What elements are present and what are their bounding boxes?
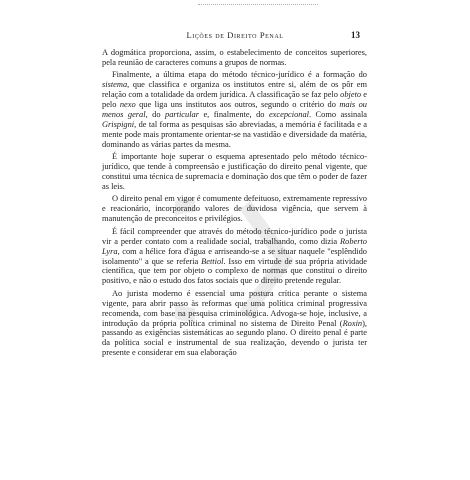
italic-text: excepcional (268, 110, 309, 120)
text-run: . Isso em virtude de sua própria atividade científica, que tem por objeto o complexo de normas que constitui o direito positivo, e não o estudo dos fatos sociais que o direito pretende regular. (102, 256, 367, 286)
top-edge-marks (198, 4, 318, 7)
italic-text: mais ou menos geral (102, 100, 367, 120)
text-run: É importante hoje superar o esquema apresentado pelo método técnico-jurídico, que tende à compreensão e justificação do direito penal vigente, que constitui uma técnica de supremacia e dominação dos que têm o poder de fazer as leis. (102, 152, 367, 191)
italic-text: Bettiol (201, 256, 224, 266)
text-run: É fácil compreender que através do método técnico-jurídico pode o jurista vir a perder contato com a realidade social, trabalhando, como dizia (102, 226, 367, 246)
paragraph (102, 227, 367, 286)
text-run: , de tal forma as pesquisas são abreviadas, a memória é facilitada e a mente pode mais prontamente orientar-se na vastidão e diversidade da matéria, dominando as várias partes da mesma. (102, 119, 367, 149)
paragraph (102, 152, 367, 192)
italic-text: nexo (119, 100, 136, 110)
running-title: Lições de Direito Penal (186, 30, 284, 40)
italic-text: Grispigni (102, 119, 135, 129)
text-run: , com a hélice fora d'água e arriseando-se a se situar naquele "esplêndido isolamento" a que se referia (102, 246, 367, 266)
text-run: Ao jurista moderno é essencial uma postura crítica perante o sistema vigente, para abrir passo às reformas que uma política criminal progressiva recomenda, com base na pesquisa criminológica. Advoga-se hoje, inclusive, a introdução da própria política criminal no sistema de Direito Penal ( (102, 288, 367, 328)
paragraph (102, 194, 367, 224)
text-run: O direito penal em vigor é comumente defeituoso, extremamente repressivo e reacionário, incorporando valores de duvidosa vigência, que servem à manutenção de preconceitos e privilégios. (102, 194, 367, 224)
text-run: ), passando as exigências sistemáticas ao segundo plano. O direito penal é parte da política social e instrumental de sua realização, devendo o jurista ter presente e considerar em sua elaboração (102, 318, 367, 358)
text-run: e pelo (102, 90, 368, 110)
page-number: 13 (351, 30, 360, 40)
italic-text: particular (165, 110, 199, 120)
paragraph (102, 48, 367, 68)
text-run: e, finalmente, do (198, 110, 269, 120)
italic-text: Roxin (342, 318, 363, 328)
italic-text: sistema (102, 80, 128, 90)
italic-text: objeto (340, 90, 362, 100)
italic-text: Roberto Lyra (102, 236, 367, 256)
text-run: que liga uns institutos aos outros, segundo o critério do (135, 100, 340, 110)
running-header (0, 30, 470, 42)
text-run: , que classifica e organiza os institutos entre si, além de os pôr em relação com a totalidade da ordem jurídica. A classificação se faz pelo (102, 80, 367, 100)
paragraph (102, 289, 367, 358)
text-run: Finalmente, a última etapa do método técnico-jurídico é a formação do (112, 70, 367, 80)
paragraph (102, 70, 367, 149)
text-run: , do (145, 110, 165, 120)
text-run: . Como assinala (308, 110, 368, 120)
text-run: A dogmática proporciona, assim, o estabelecimento de conceitos superiores, pela reunião de caracteres comuns a grupos de normas. (102, 48, 367, 67)
body-text (102, 48, 367, 361)
